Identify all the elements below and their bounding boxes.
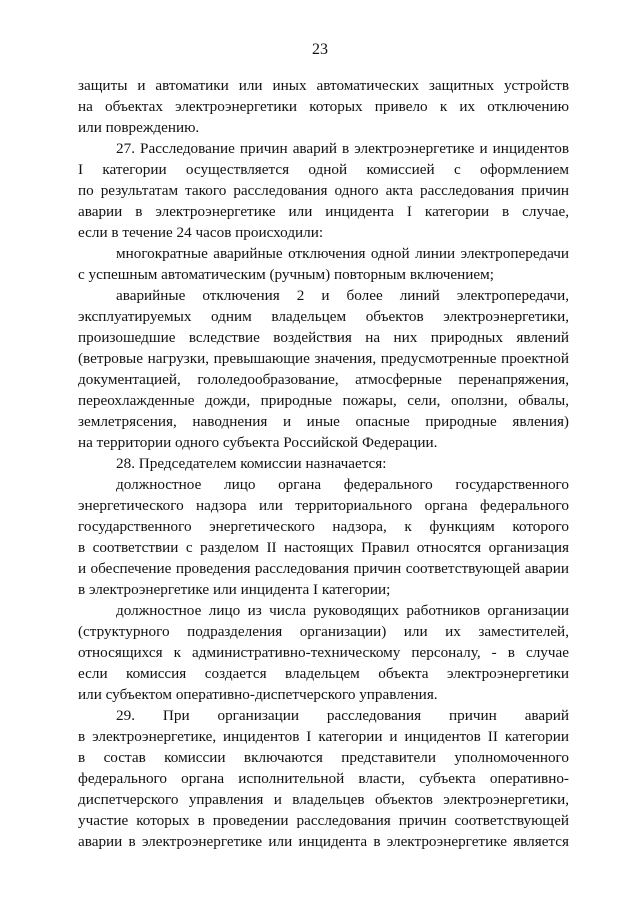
paragraph-first-line: должностное лицо органа федерального государственного bbox=[116, 476, 569, 493]
text-line: I категории осуществляется одной комиссией с оформлением bbox=[78, 161, 569, 178]
text-line: на объектах электроэнергетики которых привело к их отключению bbox=[78, 98, 569, 115]
text-line: в соответствии с разделом II настоящих Правил относятся организация bbox=[78, 539, 569, 556]
page-number: 23 bbox=[312, 41, 328, 58]
text-line: или субъектом оперативно-диспетчерского управления. bbox=[78, 686, 438, 703]
text-line: по результатам такого расследования одного акта расследования причин bbox=[78, 182, 569, 199]
text-line: (структурного подразделения организации) или их заместителей, bbox=[78, 623, 569, 640]
paragraph-first-line: должностное лицо из числа руководящих работников организации bbox=[116, 602, 569, 619]
text-line: государственного энергетического надзора, к функциям которого bbox=[78, 518, 569, 535]
text-line: в состав комиссии включаются представители уполномоченного bbox=[78, 749, 569, 766]
text-line: документацией, гололедообразование, атмосферные перенапряжения, bbox=[78, 371, 569, 388]
text-line: и обеспечение проведения расследования причин соответствующей аварии bbox=[78, 560, 569, 577]
text-line: аварии в электроэнергетике или инцидента в электроэнергетике является bbox=[78, 833, 569, 850]
text-line: или повреждению. bbox=[78, 119, 200, 136]
text-line: произошедшие вследствие воздействия на них природных явлений bbox=[78, 329, 569, 346]
text-line: на территории одного субъекта Российской Федерации. bbox=[78, 434, 438, 451]
text-line: относящихся к административно-техническому персоналу, - в случае bbox=[78, 644, 569, 661]
paragraph-first-line: 29. При организации расследования причин аварий bbox=[116, 707, 569, 724]
text-line: энергетического надзора или территориального органа федерального bbox=[78, 497, 569, 514]
text-line: в электроэнергетике, инцидентов I категории и инцидентов II категории bbox=[78, 728, 569, 745]
text-line: аварии в электроэнергетике или инцидента I категории в случае, bbox=[78, 203, 569, 220]
text-line: эксплуатируемых одним владельцем объектов электроэнергетики, bbox=[78, 308, 569, 325]
text-line: переохлажденные дожди, природные пожары, сели, оползни, обвалы, bbox=[78, 392, 569, 409]
paragraph-first-line: 27. Расследование причин аварий в электроэнергетике и инцидентов bbox=[116, 140, 569, 157]
text-line: землетрясения, наводнения и иные опасные природные явления) bbox=[78, 413, 569, 430]
text-line: защиты и автоматики или иных автоматических защитных устройств bbox=[78, 77, 569, 94]
paragraph-first-line: 28. Председателем комиссии назначается: bbox=[116, 455, 387, 472]
text-line: в электроэнергетике или инцидента I категории; bbox=[78, 581, 391, 598]
text-line: (ветровые нагрузки, превышающие значения, предусмотренные проектной bbox=[78, 350, 569, 367]
text-line: если комиссия создается владельцем объекта электроэнергетики bbox=[78, 665, 569, 682]
text-line: федерального органа исполнительной власти, субъекта оперативно- bbox=[78, 770, 569, 787]
text-line: участие которых в проведении расследования причин соответствующей bbox=[78, 812, 569, 829]
paragraph-first-line: многократные аварийные отключения одной линии электропередачи bbox=[116, 245, 569, 262]
text-line: если в течение 24 часов происходили: bbox=[78, 224, 324, 241]
text-line: диспетчерского управления и владельцев объектов электроэнергетики, bbox=[78, 791, 569, 808]
text-line: с успешным автоматическим (ручным) повторным включением; bbox=[78, 266, 494, 283]
document-body bbox=[78, 75, 569, 852]
paragraph-first-line: аварийные отключения 2 и более линий электропередачи, bbox=[116, 287, 569, 304]
